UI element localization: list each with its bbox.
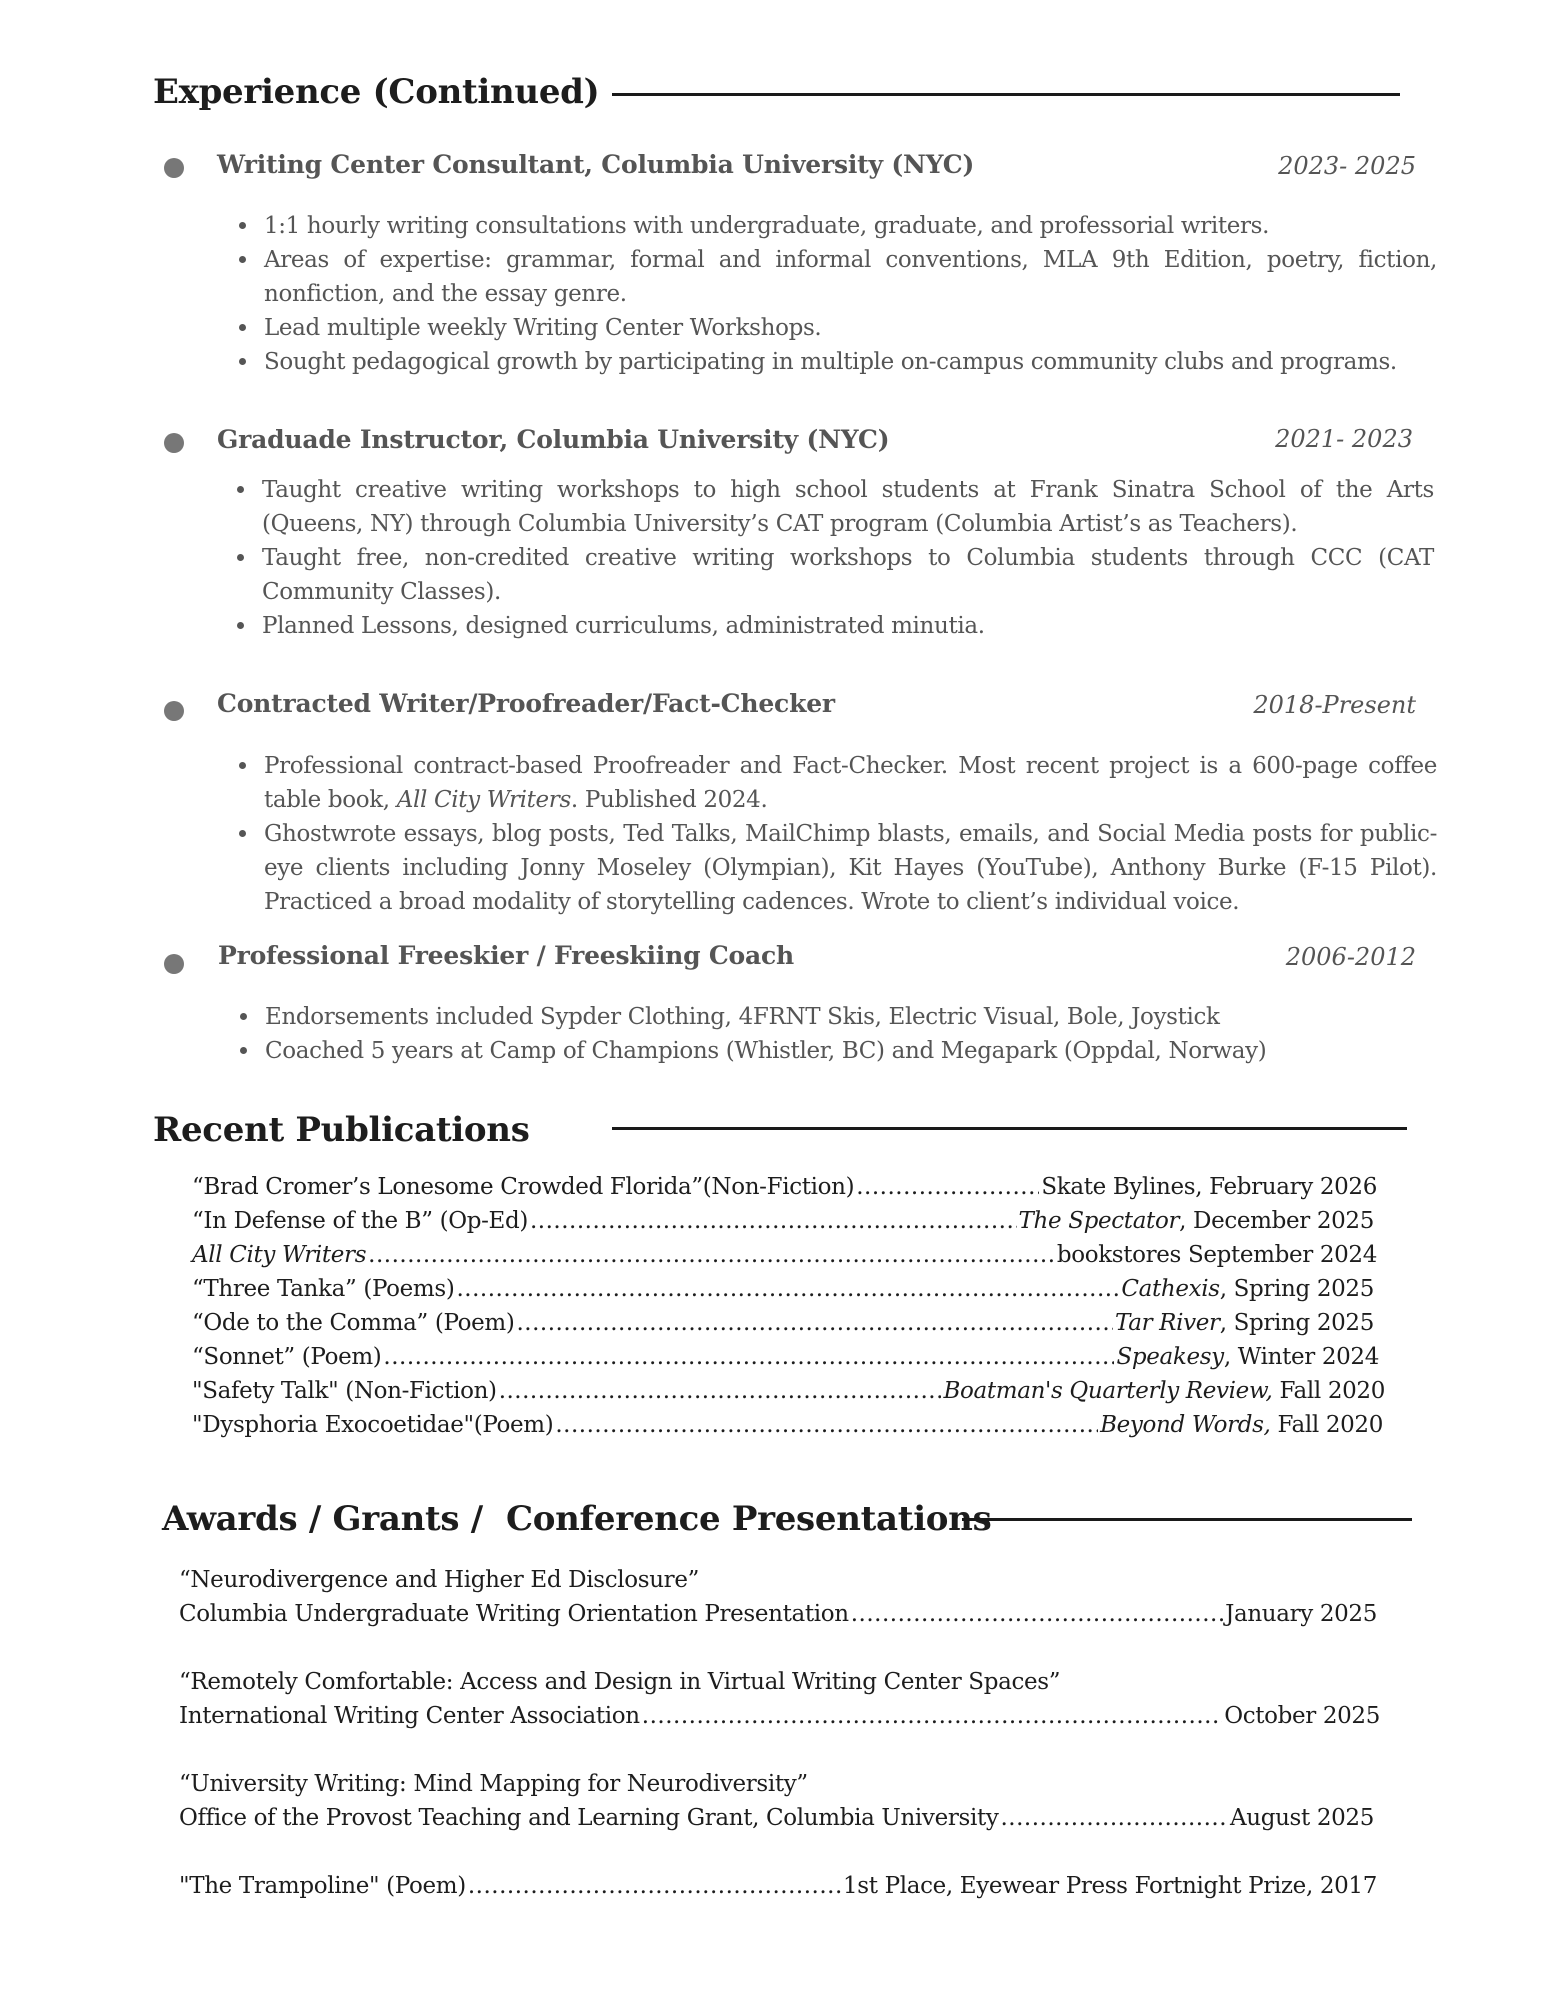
bullet-icon <box>239 222 246 229</box>
bullet-dot-icon <box>164 954 184 974</box>
job-title: Professional Freeskier / Freeskiing Coach <box>218 941 795 970</box>
job-dates: 2006-2012 <box>1285 943 1416 971</box>
bullet-dot-icon <box>164 158 184 178</box>
bullet-icon <box>240 1047 247 1054</box>
award-entry: Office of the Provost Teaching and Learning Grant, Columbia University ..... August 2025 <box>179 1801 1374 1835</box>
publication-entry: “In Defense of the B” (Op-Ed) ..... The Spectator, December 2025 <box>192 1204 1374 1238</box>
bullet-dot-icon <box>164 433 184 453</box>
awards-section-title: Awards / Grants / Conference Presentations <box>162 1499 992 1539</box>
dot-leader <box>456 1272 1119 1306</box>
list-item: 1:1 hourly writing consultations with undergraduate, graduate, and professorial writers. <box>264 209 1437 243</box>
publication-entry: "Safety Talk" (Non-Fiction) ..... Boatman's Quarterly Review, Fall 2020 <box>192 1374 1385 1408</box>
bullet-icon <box>237 622 244 629</box>
award-entry: Columbia Undergraduate Writing Orientation Presentation ..... January 2025 <box>179 1597 1377 1631</box>
bullet-icon <box>239 324 246 331</box>
list-item: Taught free, non-credited creative writing workshops to Columbia students through CCC (CAT Community Classes). <box>262 541 1434 609</box>
dot-leader <box>1000 1801 1228 1835</box>
publication-entry: “Ode to the Comma” (Poem) ..... Tar River, Spring 2025 <box>192 1306 1374 1340</box>
job-dates: 2023- 2025 <box>1278 152 1416 180</box>
job-bullets <box>234 209 1437 379</box>
job-dates: 2018-Present <box>1253 691 1416 719</box>
dot-leader <box>851 1597 1223 1631</box>
list-item: Ghostwrote essays, blog posts, Ted Talks, MailChimp blasts, emails, and Social Media posts for public-eye clients including Jonny Moseley (Olympian), Kit Hayes (YouTube), Anthony Burke (F-15 Pilot). Practiced a broad modality of storytelling cadences. Wrote to client’s individual voice. <box>264 817 1437 919</box>
bullet-icon <box>239 256 246 263</box>
dot-leader <box>642 1699 1222 1733</box>
list-item: Lead multiple weekly Writing Center Workshops. <box>264 311 1437 345</box>
list-item: Areas of expertise: grammar, formal and informal conventions, MLA 9th Edition, poetry, fiction, nonfiction, and the essay genre. <box>264 243 1437 311</box>
bullet-icon <box>237 554 244 561</box>
bullet-icon <box>237 486 244 493</box>
dot-leader <box>468 1869 841 1903</box>
dot-leader <box>555 1408 1098 1442</box>
awards-title-rule <box>962 1518 1412 1521</box>
job-title: Graduade Instructor, Columbia University (NYC) <box>217 425 890 454</box>
bullet-icon <box>239 358 246 365</box>
publications-title-rule <box>612 1127 1407 1130</box>
award-title: “Remotely Comfortable: Access and Design in Virtual Writing Center Spaces” <box>179 1669 1061 1695</box>
job-bullets <box>235 1000 1435 1068</box>
job-title: Contracted Writer/Proofreader/Fact-Checker <box>217 689 835 718</box>
publication-entry: “Sonnet” (Poem) ..... Speakesy, Winter 2024 <box>192 1340 1379 1374</box>
job-title: Writing Center Consultant, Columbia University (NYC) <box>217 150 975 179</box>
job-bullets <box>234 749 1437 919</box>
publication-entry: “Brad Cromer’s Lonesome Crowded Florida”(Non-Fiction) ..... Skate Bylines, February 2026 <box>192 1170 1377 1204</box>
list-item: Coached 5 years at Camp of Champions (Whistler, BC) and Megapark (Oppdal, Norway) <box>265 1034 1435 1068</box>
publication-entry: “Three Tanka” (Poems) ..... Cathexis, Spring 2025 <box>192 1272 1374 1306</box>
award-title: “University Writing: Mind Mapping for Neurodiversity” <box>179 1771 808 1797</box>
award-entry: "The Trampoline" (Poem) ..... 1st Place, Eyewear Press Fortnight Prize, 2017 <box>179 1869 1377 1903</box>
bullet-icon <box>239 830 246 837</box>
publication-entry: All City Writers ..... bookstores September 2024 <box>192 1238 1377 1272</box>
publications-section-title: Recent Publications <box>153 1110 530 1150</box>
dot-leader <box>856 1170 1039 1204</box>
job-bullets <box>232 473 1434 643</box>
job-dates: 2021- 2023 <box>1275 425 1413 453</box>
list-item: Planned Lessons, designed curriculums, administrated minutia. <box>262 609 1434 643</box>
list-item: Taught creative writing workshops to high school students at Frank Sinatra School of the Arts (Queens, NY) through Columbia University’s CAT program (Columbia Artist’s as Teachers). <box>262 473 1434 541</box>
dot-leader <box>499 1374 942 1408</box>
experience-title-rule <box>612 93 1400 96</box>
bullet-icon <box>239 762 246 769</box>
list-item: Professional contract-based Proofreader and Fact-Checker. Most recent project is a 600-page coffee table book, All City Writers. Published 2024. <box>264 749 1437 817</box>
list-item: Sought pedagogical growth by participating in multiple on-campus community clubs and programs. <box>264 345 1437 379</box>
experience-section-title: Experience (Continued) <box>153 72 600 112</box>
award-entry: International Writing Center Association ..... October 2025 <box>179 1699 1380 1733</box>
dot-leader <box>530 1204 1017 1238</box>
list-item: Endorsements included Sypder Clothing, 4FRNT Skis, Electric Visual, Bole, Joystick <box>265 1000 1435 1034</box>
publication-entry: "Dysphoria Exocoetidae"(Poem) ..... Beyond Words, Fall 2020 <box>192 1408 1383 1442</box>
dot-leader <box>383 1340 1114 1374</box>
bullet-dot-icon <box>164 701 184 721</box>
dot-leader <box>368 1238 1055 1272</box>
dot-leader <box>517 1306 1114 1340</box>
award-title: “Neurodivergence and Higher Ed Disclosure” <box>179 1567 699 1593</box>
bullet-icon <box>240 1013 247 1020</box>
